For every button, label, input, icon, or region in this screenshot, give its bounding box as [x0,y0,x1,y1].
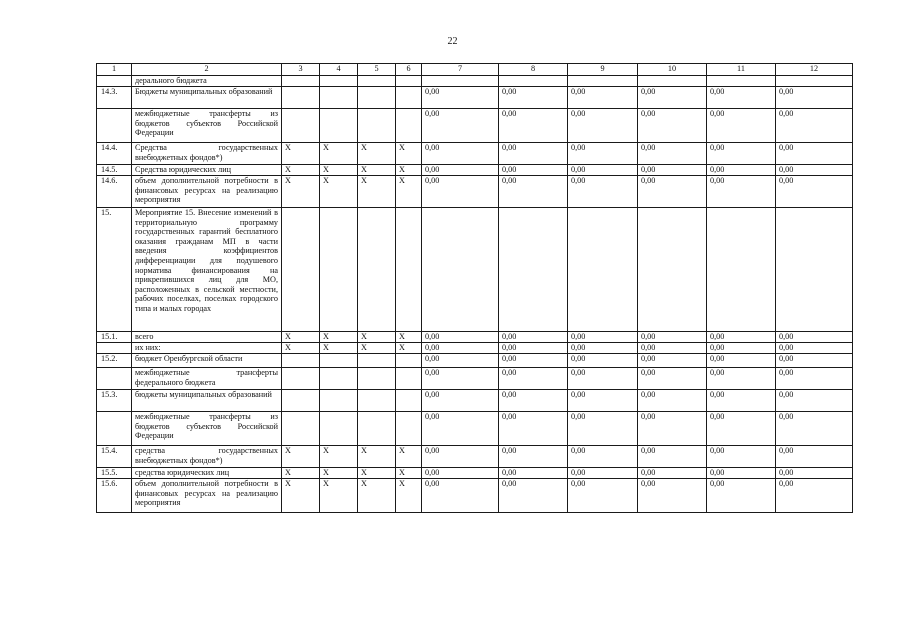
table-row [97,109,853,143]
mark-cell: Х [282,446,320,468]
value-cell: 0,00 [776,176,853,208]
value-cell: 0,00 [422,390,499,412]
row-number-cell: 14.3. [97,87,132,109]
value-cell: 0,00 [499,412,568,446]
value-cell [422,76,499,87]
column-header: 10 [638,64,707,76]
value-cell: 0,00 [422,109,499,143]
value-cell: 0,00 [707,176,776,208]
table-row [97,446,853,468]
row-number-cell: 15.3. [97,390,132,412]
mark-cell [358,368,396,390]
value-cell: 0,00 [638,468,707,479]
value-cell: 0,00 [638,332,707,343]
column-header: 2 [132,64,282,76]
mark-cell: Х [320,479,358,513]
value-cell: 0,00 [638,368,707,390]
value-cell [707,208,776,332]
mark-cell: Х [358,143,396,165]
value-cell: 0,00 [776,412,853,446]
value-cell: 0,00 [499,87,568,109]
value-cell: 0,00 [707,332,776,343]
description-cell: межбюджетные трансферты из бюджетов субъектов Российской Федерации [132,109,282,143]
column-header: 9 [568,64,638,76]
value-cell: 0,00 [568,109,638,143]
column-header: 1 [97,64,132,76]
table-row [97,343,853,354]
value-cell: 0,00 [638,165,707,176]
value-cell: 0,00 [422,343,499,354]
mark-cell: Х [358,468,396,479]
mark-cell: Х [282,176,320,208]
table-row [97,368,853,390]
value-cell: 0,00 [568,446,638,468]
value-cell: 0,00 [707,468,776,479]
value-cell: 0,00 [776,332,853,343]
value-cell [638,208,707,332]
value-cell: 0,00 [707,368,776,390]
table-row [97,479,853,513]
value-cell: 0,00 [499,479,568,513]
value-cell: 0,00 [568,354,638,368]
column-header: 7 [422,64,499,76]
table-row [97,354,853,368]
mark-cell: Х [282,343,320,354]
mark-cell: Х [358,332,396,343]
row-number-cell: 15. [97,208,132,332]
value-cell [499,208,568,332]
mark-cell [282,208,320,332]
mark-cell [396,76,422,87]
value-cell: 0,00 [638,390,707,412]
value-cell: 0,00 [776,368,853,390]
row-number-cell: 15.4. [97,446,132,468]
mark-cell: Х [320,343,358,354]
mark-cell [282,390,320,412]
table-row [97,468,853,479]
value-cell: 0,00 [776,87,853,109]
value-cell: 0,00 [499,354,568,368]
mark-cell [396,412,422,446]
mark-cell [396,390,422,412]
value-cell: 0,00 [638,412,707,446]
value-cell: 0,00 [422,412,499,446]
value-cell: 0,00 [499,143,568,165]
page-number: 22 [447,36,458,47]
value-cell: 0,00 [707,343,776,354]
mark-cell: Х [396,143,422,165]
value-cell: 0,00 [499,343,568,354]
value-cell: 0,00 [422,87,499,109]
row-number-cell [97,109,132,143]
value-cell: 0,00 [707,165,776,176]
value-cell: 0,00 [638,446,707,468]
mark-cell: Х [358,343,396,354]
value-cell: 0,00 [422,176,499,208]
mark-cell [358,412,396,446]
value-cell: 0,00 [568,176,638,208]
value-cell [568,76,638,87]
value-cell: 0,00 [568,368,638,390]
value-cell: 0,00 [499,390,568,412]
column-header: 5 [358,64,396,76]
value-cell: 0,00 [638,176,707,208]
mark-cell [320,208,358,332]
value-cell: 0,00 [707,390,776,412]
value-cell: 0,00 [776,343,853,354]
mark-cell [396,87,422,109]
description-cell: объем дополнительной потребности в финансовых ресурсах на реализацию мероприятия [132,479,282,513]
value-cell: 0,00 [707,87,776,109]
mark-cell [396,208,422,332]
column-header: 6 [396,64,422,76]
value-cell [707,76,776,87]
mark-cell [320,412,358,446]
description-cell: межбюджетные трансферты федерального бюджета [132,368,282,390]
table-row [97,87,853,109]
mark-cell: Х [282,479,320,513]
value-cell: 0,00 [707,354,776,368]
row-number-cell: 15.2. [97,354,132,368]
value-cell: 0,00 [568,479,638,513]
value-cell: 0,00 [499,109,568,143]
mark-cell [282,87,320,109]
mark-cell: Х [396,165,422,176]
mark-cell [358,109,396,143]
table-row [97,76,853,87]
mark-cell: Х [358,479,396,513]
value-cell [638,76,707,87]
column-number-row [97,64,853,76]
mark-cell [320,76,358,87]
value-cell: 0,00 [776,109,853,143]
mark-cell [282,76,320,87]
mark-cell [282,354,320,368]
mark-cell [282,412,320,446]
value-cell: 0,00 [707,446,776,468]
mark-cell [282,368,320,390]
mark-cell: Х [396,176,422,208]
mark-cell: Х [358,176,396,208]
value-cell: 0,00 [776,354,853,368]
value-cell: 0,00 [568,143,638,165]
mark-cell [320,390,358,412]
value-cell: 0,00 [776,165,853,176]
value-cell: 0,00 [568,87,638,109]
description-cell: средства юридических лиц [132,468,282,479]
mark-cell [320,87,358,109]
mark-cell: Х [282,468,320,479]
row-number-cell [97,343,132,354]
mark-cell: Х [282,143,320,165]
value-cell: 0,00 [707,143,776,165]
row-number-cell [97,368,132,390]
value-cell: 0,00 [422,479,499,513]
description-cell: Средства юридических лиц [132,165,282,176]
value-cell: 0,00 [422,165,499,176]
mark-cell: Х [282,332,320,343]
mark-cell [320,354,358,368]
mark-cell: Х [396,332,422,343]
description-cell: бюджет Оренбургской области [132,354,282,368]
value-cell: 0,00 [776,143,853,165]
row-number-cell: 15.1. [97,332,132,343]
mark-cell: Х [320,446,358,468]
mark-cell: Х [358,446,396,468]
mark-cell: Х [320,165,358,176]
value-cell [568,208,638,332]
value-cell: 0,00 [499,446,568,468]
value-cell: 0,00 [568,343,638,354]
value-cell: 0,00 [707,412,776,446]
row-number-cell: 14.5. [97,165,132,176]
value-cell: 0,00 [568,390,638,412]
mark-cell [282,109,320,143]
description-cell: дерального бюджета [132,76,282,87]
row-number-cell: 15.6. [97,479,132,513]
financing-table [96,63,853,513]
mark-cell [358,76,396,87]
value-cell: 0,00 [499,332,568,343]
mark-cell: Х [320,468,358,479]
mark-cell [358,208,396,332]
table-row [97,143,853,165]
value-cell: 0,00 [638,87,707,109]
value-cell: 0,00 [638,343,707,354]
row-number-cell [97,412,132,446]
value-cell: 0,00 [422,468,499,479]
row-number-cell: 14.4. [97,143,132,165]
column-header: 8 [499,64,568,76]
value-cell: 0,00 [638,479,707,513]
description-cell: межбюджетные трансферты из бюджетов субъектов Российской Федерации [132,412,282,446]
value-cell: 0,00 [422,354,499,368]
mark-cell [396,109,422,143]
table-row [97,390,853,412]
value-cell: 0,00 [422,332,499,343]
value-cell: 0,00 [776,479,853,513]
mark-cell: Х [320,332,358,343]
mark-cell: Х [320,176,358,208]
description-cell: Средства государственных внебюджетных фондов*) [132,143,282,165]
mark-cell: Х [358,165,396,176]
description-cell: объем дополнительной потребности в финансовых ресурсах на реализацию мероприятия [132,176,282,208]
value-cell: 0,00 [568,468,638,479]
value-cell [776,76,853,87]
value-cell: 0,00 [568,412,638,446]
value-cell: 0,00 [707,479,776,513]
description-cell: Бюджеты муниципальных образований [132,87,282,109]
mark-cell: Х [320,143,358,165]
mark-cell: Х [396,343,422,354]
value-cell: 0,00 [499,368,568,390]
value-cell: 0,00 [499,468,568,479]
value-cell: 0,00 [776,390,853,412]
value-cell: 0,00 [776,446,853,468]
value-cell: 0,00 [499,176,568,208]
description-cell: всего [132,332,282,343]
value-cell [422,208,499,332]
column-header: 11 [707,64,776,76]
row-number-cell: 14.6. [97,176,132,208]
value-cell: 0,00 [638,143,707,165]
mark-cell [396,368,422,390]
value-cell: 0,00 [568,165,638,176]
value-cell: 0,00 [568,332,638,343]
mark-cell: Х [396,479,422,513]
description-cell: средства государственных внебюджетных фондов*) [132,446,282,468]
mark-cell: Х [282,165,320,176]
value-cell [499,76,568,87]
mark-cell [320,109,358,143]
value-cell: 0,00 [707,109,776,143]
mark-cell: Х [396,446,422,468]
table-body [97,76,853,513]
value-cell [776,208,853,332]
table-row [97,332,853,343]
description-cell: Мероприятие 15. Внесение изменений в территориальную программу государственных гарантий бесплатного оказания гражданам МП в части введения коэффициентов дифференциации для подушевого норматива финансирования на прикрепившихся лиц для МО, расположенных в сельской местности, рабочих поселках, поселках городского типа и малых городах [132,208,282,332]
table-row [97,165,853,176]
column-header: 12 [776,64,853,76]
table-row [97,208,853,332]
value-cell: 0,00 [422,143,499,165]
table-row [97,176,853,208]
value-cell: 0,00 [638,354,707,368]
mark-cell [358,87,396,109]
table-row [97,412,853,446]
row-number-cell [97,76,132,87]
value-cell: 0,00 [776,468,853,479]
column-header: 4 [320,64,358,76]
mark-cell [320,368,358,390]
mark-cell [358,390,396,412]
row-number-cell: 15.5. [97,468,132,479]
mark-cell [396,354,422,368]
value-cell: 0,00 [638,109,707,143]
mark-cell [358,354,396,368]
value-cell: 0,00 [422,368,499,390]
description-cell: бюджеты муниципальных образований [132,390,282,412]
column-header: 3 [282,64,320,76]
mark-cell: Х [396,468,422,479]
value-cell: 0,00 [499,165,568,176]
description-cell: их них: [132,343,282,354]
value-cell: 0,00 [422,446,499,468]
